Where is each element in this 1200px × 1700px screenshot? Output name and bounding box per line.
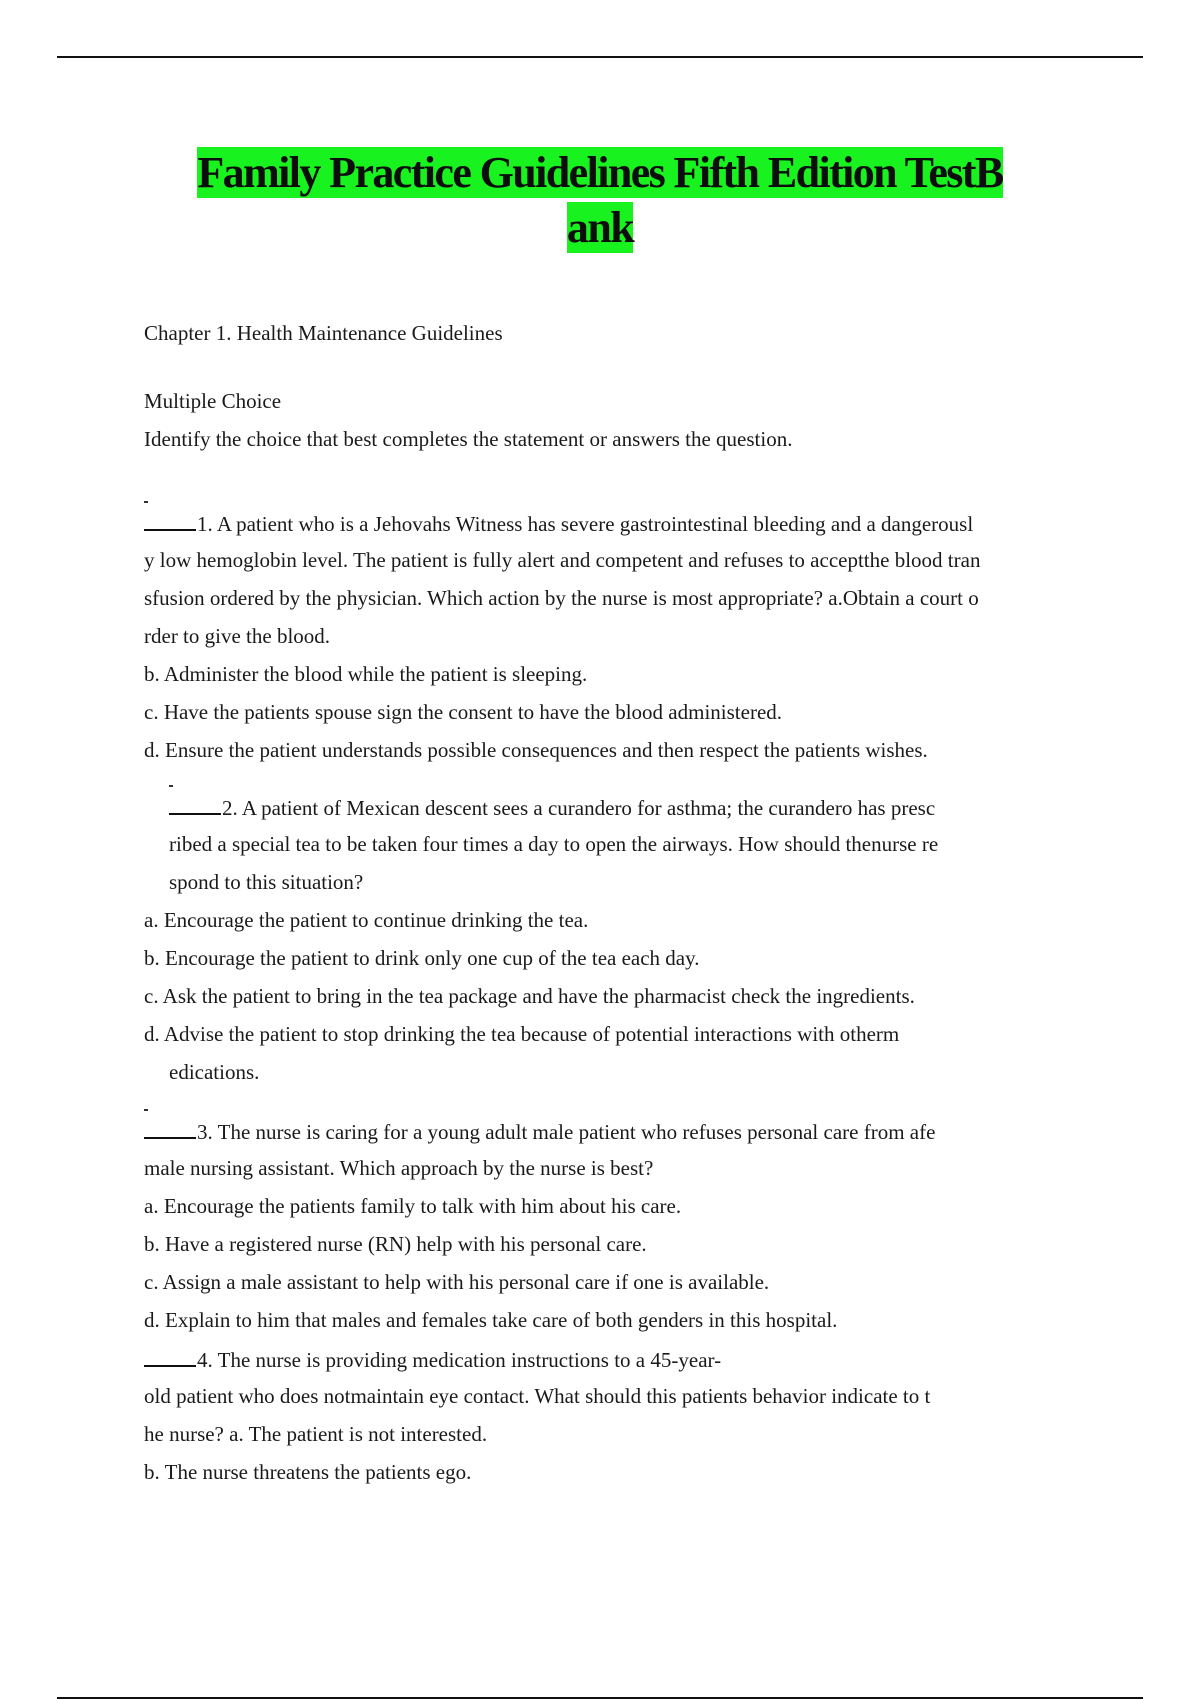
question-2-line: 2. A patient of Mexican descent sees a curandero for asthma; the curandero has presc	[169, 794, 935, 820]
question-2-option: edications.	[169, 1060, 260, 1084]
question-marker	[144, 501, 148, 503]
bottom-rule	[57, 1697, 1143, 1699]
question-1-line: y low hemoglobin level. The patient is fully alert and competent and refuses to acceptthe blood tran	[144, 548, 981, 572]
question-2-line: ribed a special tea to be taken four times a day to open the airways. How should thenurse re	[169, 832, 939, 856]
question-4-line: 4. The nurse is providing medication instructions to a 45-year-	[144, 1346, 721, 1372]
question-1-option: c. Have the patients spouse sign the consent to have the blood administered.	[144, 700, 783, 724]
answer-blank	[144, 1346, 196, 1367]
question-2-option: c. Ask the patient to bring in the tea package and have the pharmacist check the ingredients.	[144, 984, 915, 1008]
question-1-option: b. Administer the blood while the patient is sleeping.	[144, 662, 588, 686]
question-4-line: old patient who does notmaintain eye contact. What should this patients behavior indicate to t	[144, 1384, 931, 1408]
question-2-line: spond to this situation?	[169, 870, 364, 894]
chapter-heading: Chapter 1. Health Maintenance Guidelines	[144, 321, 503, 345]
question-marker	[169, 785, 173, 787]
answer-blank	[144, 510, 196, 531]
answer-blank	[169, 794, 221, 815]
question-2-option: b. Encourage the patient to drink only one cup of the tea each day.	[144, 946, 700, 970]
question-2-option: d. Advise the patient to stop drinking the tea because of potential interactions with otherm	[144, 1022, 900, 1046]
question-3-option: b. Have a registered nurse (RN) help with his personal care.	[144, 1232, 647, 1256]
document-title	[0, 145, 1200, 255]
question-3-option: d. Explain to him that males and females take care of both genders in this hospital.	[144, 1308, 838, 1332]
question-4-line: he nurse? a. The patient is not interested.	[144, 1422, 488, 1446]
top-rule	[57, 56, 1143, 58]
question-marker	[144, 1109, 148, 1111]
question-1-line: rder to give the blood.	[144, 624, 331, 648]
question-1-line: sfusion ordered by the physician. Which action by the nurse is most appropriate? a.Obtain a court o	[144, 586, 979, 610]
question-3-option: c. Assign a male assistant to help with his personal care if one is available.	[144, 1270, 770, 1294]
question-2-option: a. Encourage the patient to continue drinking the tea.	[144, 908, 589, 932]
title-line-1: Family Practice Guidelines Fifth Edition TestB	[197, 148, 1003, 197]
answer-blank	[144, 1118, 196, 1139]
question-1-line: 1. A patient who is a Jehovahs Witness has severe gastrointestinal bleeding and a dangerousl	[144, 510, 973, 536]
question-3-line: male nursing assistant. Which approach by the nurse is best?	[144, 1156, 654, 1180]
question-3-option: a. Encourage the patients family to talk with him about his care.	[144, 1194, 682, 1218]
section-heading: Multiple Choice	[144, 389, 282, 413]
question-3-line: 3. The nurse is caring for a young adult male patient who refuses personal care from afe	[144, 1118, 935, 1144]
title-line-2: ank	[566, 203, 634, 252]
question-1-option: d. Ensure the patient understands possible consequences and then respect the patients wishes.	[144, 738, 928, 762]
question-4-option: b. The nurse threatens the patients ego.	[144, 1460, 472, 1484]
instructions: Identify the choice that best completes the statement or answers the question.	[144, 427, 793, 451]
